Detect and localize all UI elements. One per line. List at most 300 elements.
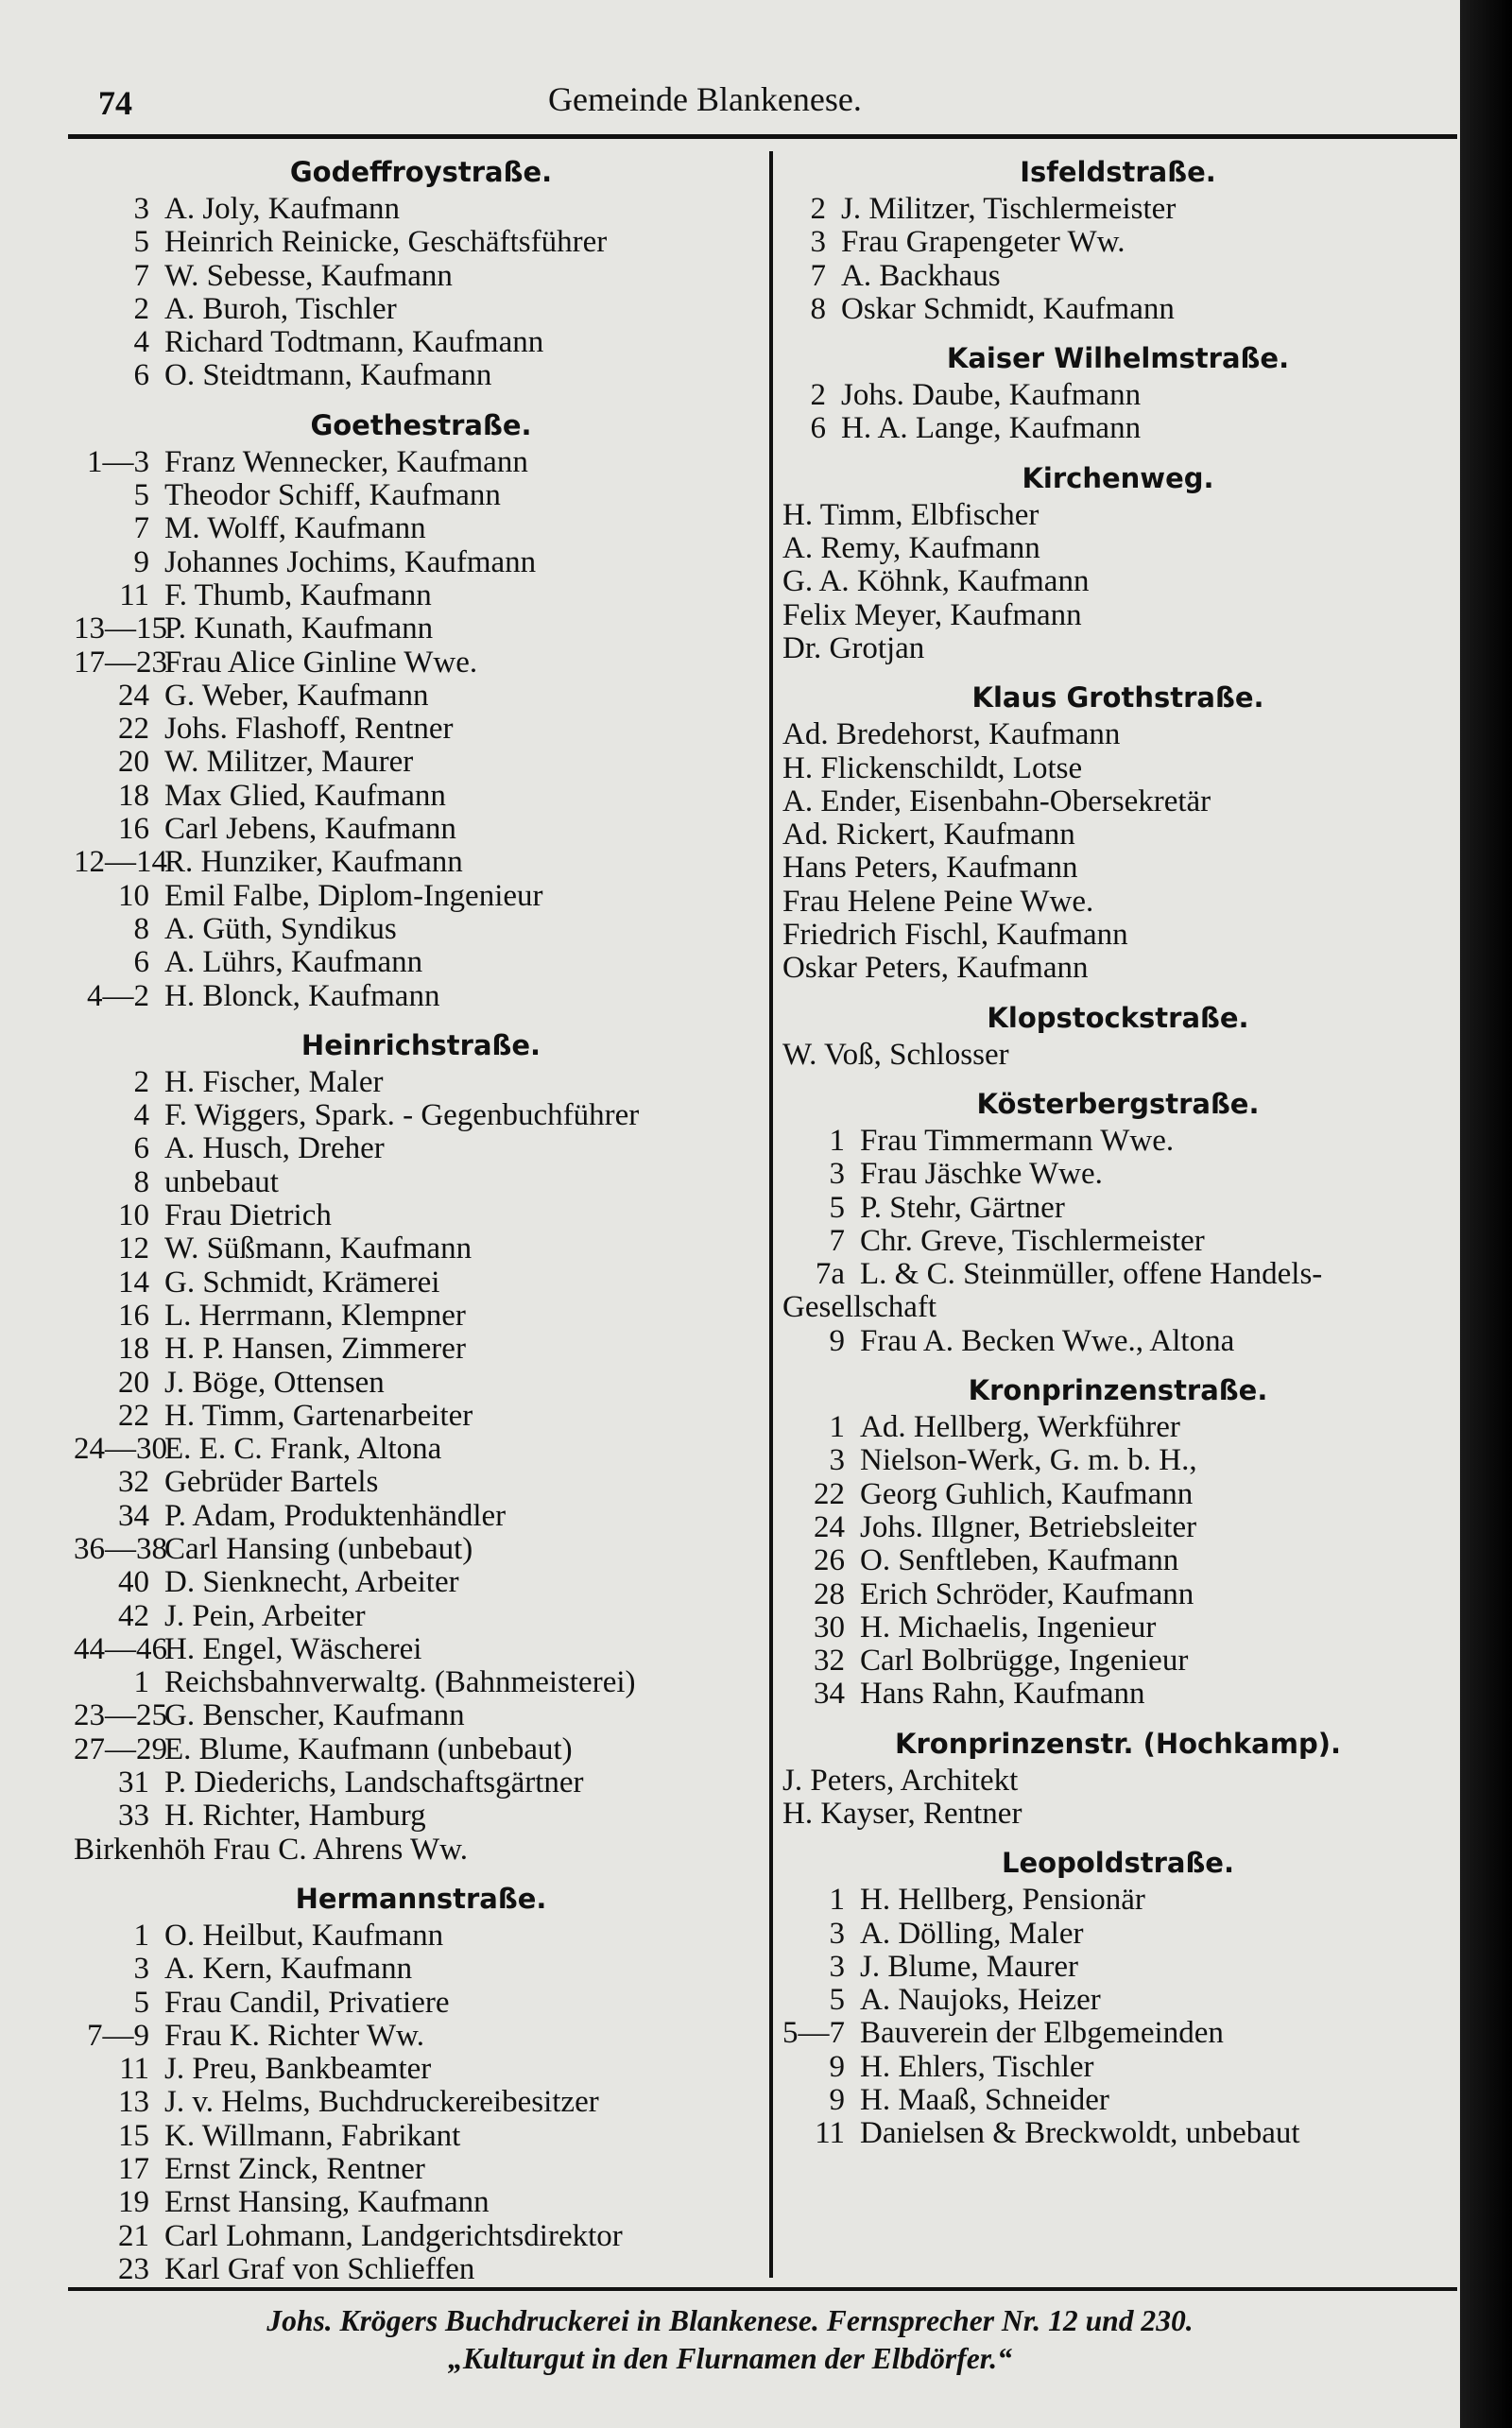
- house-number: 32: [814, 1644, 845, 1679]
- house-number: 16: [118, 812, 149, 847]
- resident-name: A. Güth, Syndikus: [164, 911, 397, 946]
- house-number: 17—23: [74, 645, 167, 680]
- resident-name: J. Militzer, Tischlermeister: [841, 192, 1177, 226]
- house-number: 22: [814, 1476, 845, 1511]
- house-number: 1—3: [87, 444, 149, 479]
- house-number: 18: [118, 1332, 149, 1367]
- resident-entry: [782, 2084, 1453, 2117]
- street-section: [782, 677, 1453, 985]
- resident-name: O. Steidtmann, Kaufmann: [164, 358, 492, 393]
- house-number: 23—25: [74, 1698, 167, 1733]
- resident-entry: [74, 1066, 768, 1099]
- street-heading: Hermannstraße.: [295, 1882, 547, 1915]
- house-number: 36—38: [74, 1531, 167, 1566]
- resident-entry: [74, 1766, 768, 1799]
- resident-name: Frau K. Richter Ww.: [164, 2018, 424, 2053]
- house-number: 32: [118, 1465, 149, 1500]
- house-number: 2: [133, 1064, 149, 1099]
- resident-name: Oskar Peters, Kaufmann: [782, 951, 1089, 986]
- resident-entry: [782, 226, 1453, 259]
- house-number: 8: [133, 911, 149, 946]
- street-section: [74, 151, 768, 393]
- resident-entry: [74, 1533, 768, 1566]
- resident-name: Carl Hansing (unbebaut): [164, 1531, 473, 1566]
- resident-name: Georg Guhlich, Kaufmann: [860, 1476, 1194, 1511]
- street-heading: Heinrichstraße.: [301, 1028, 541, 1061]
- resident-entry: [782, 260, 1453, 293]
- house-number: 3: [133, 1952, 149, 1987]
- resident-entry: [782, 1511, 1453, 1544]
- resident-name: G. Schmidt, Krämerei: [164, 1265, 440, 1300]
- resident-entry: [74, 1699, 768, 1732]
- house-number: 20: [118, 1365, 149, 1400]
- resident-name: Carl Lohmann, Landgerichtsdirektor: [164, 2218, 623, 2253]
- resident-name: O. Senftleben, Kaufmann: [860, 1543, 1179, 1578]
- resident-entry: [74, 1566, 768, 1599]
- resident-entry: [74, 612, 768, 646]
- house-number: 12: [118, 1231, 149, 1266]
- resident-entry: [74, 880, 768, 913]
- resident-name: W. Sebesse, Kaufmann: [164, 258, 453, 293]
- resident-name: Karl Graf von Schlieffen: [164, 2251, 475, 2286]
- resident-entry: [74, 746, 768, 779]
- resident-name: unbebaut: [164, 1164, 279, 1199]
- resident-name: Hans Peters, Kaufmann: [782, 851, 1078, 886]
- house-number: 1: [133, 1665, 149, 1700]
- resident-name: K. Willmann, Fabrikant: [164, 2118, 461, 2153]
- house-number: 21: [118, 2218, 149, 2253]
- resident-entry: [74, 1367, 768, 1400]
- resident-name: J. Böge, Ottensen: [164, 1365, 385, 1400]
- footer-line-printer: Johs. Krögers Buchdruckerei in Blankenese. Fernsprecher Nr. 12 und 230.: [266, 2304, 1194, 2337]
- resident-entry: [74, 1166, 768, 1199]
- resident-name: W. Süßmann, Kaufmann: [164, 1231, 472, 1266]
- resident-entry: [782, 1984, 1453, 2017]
- resident-name: Gesellschaft: [782, 1290, 937, 1325]
- resident-entry: [74, 1433, 768, 1466]
- resident-entry: [74, 1199, 768, 1232]
- resident-name: Felix Meyer, Kaufmann: [782, 597, 1082, 632]
- street-section: [74, 1878, 768, 2286]
- house-number: 34: [814, 1677, 845, 1712]
- resident-entry: [782, 1918, 1453, 1951]
- resident-entry: [74, 1266, 768, 1300]
- resident-entry: [74, 813, 768, 846]
- house-number: 1: [829, 1123, 845, 1158]
- resident-entry: [74, 2020, 768, 2053]
- resident-entry: [74, 980, 768, 1013]
- resident-entry: [782, 2051, 1453, 2084]
- resident-name: Ernst Zinck, Rentner: [164, 2152, 425, 2187]
- house-number: 27—29: [74, 1731, 167, 1766]
- resident-name: F. Wiggers, Spark. - Gegenbuchführer: [164, 1098, 640, 1133]
- resident-entry: [74, 2086, 768, 2119]
- street-heading: Kösterbergstraße.: [976, 1087, 1260, 1120]
- resident-entry: [74, 193, 768, 226]
- resident-entry: [782, 1444, 1453, 1477]
- house-number: 19: [118, 2185, 149, 2220]
- resident-name: H. Maaß, Schneider: [860, 2083, 1109, 2118]
- house-number: 13—15: [74, 611, 167, 646]
- house-number: 42: [118, 1598, 149, 1633]
- street-heading: Kronprinzenstr. (Hochkamp).: [895, 1727, 1341, 1760]
- resident-name: Reichsbahnverwaltg. (Bahnmeisterei): [164, 1665, 636, 1700]
- running-title: Gemeinde Blankenese.: [548, 80, 862, 118]
- resident-name: Carl Bolbrügge, Ingenieur: [860, 1644, 1189, 1679]
- resident-name: A. Joly, Kaufmann: [164, 192, 400, 226]
- resident-name: Ernst Hansing, Kaufmann: [164, 2185, 490, 2220]
- resident-entry: [74, 1300, 768, 1333]
- resident-entry: [74, 913, 768, 946]
- resident-entry: [782, 1644, 1453, 1678]
- resident-name: R. Hunziker, Kaufmann: [164, 845, 463, 880]
- street-heading: Klopstockstraße.: [987, 1001, 1249, 1034]
- resident-name: H. Ehlers, Tischler: [860, 2049, 1094, 2084]
- resident-entry: [782, 1765, 1453, 1798]
- resident-name: Johs. Daube, Kaufmann: [841, 378, 1142, 413]
- resident-name: E. E. C. Frank, Altona: [164, 1432, 442, 1467]
- resident-entry: [74, 1333, 768, 1366]
- house-number: 2: [810, 378, 826, 413]
- house-number: 3: [829, 1443, 845, 1478]
- bottom-rule: [68, 2287, 1457, 2291]
- house-number: 26: [814, 1543, 845, 1578]
- resident-name: Emil Falbe, Diplom-Ingenieur: [164, 878, 543, 913]
- house-number: 1: [829, 1410, 845, 1445]
- resident-name: G. Benscher, Kaufmann: [164, 1698, 465, 1733]
- resident-entry: [74, 293, 768, 326]
- house-number: 24: [118, 678, 149, 713]
- resident-name: Theodor Schiff, Kaufmann: [164, 478, 501, 513]
- house-number: 34: [118, 1498, 149, 1533]
- page-number: 74: [98, 84, 132, 122]
- street-heading: Isfeldstraße.: [1020, 156, 1216, 188]
- house-number: 7: [133, 511, 149, 546]
- resident-name: H. Hellberg, Pensionär: [860, 1883, 1145, 1918]
- resident-name: H. Timm, Elbfischer: [782, 497, 1040, 532]
- house-number: 14: [118, 1265, 149, 1300]
- resident-entry: [74, 680, 768, 713]
- resident-entry: [74, 1799, 768, 1833]
- resident-name: E. Blume, Kaufmann (unbebaut): [164, 1731, 573, 1766]
- resident-name: H. Flickenschildt, Lotse: [782, 750, 1083, 785]
- resident-entry: [74, 846, 768, 879]
- house-number: 22: [118, 1398, 149, 1433]
- house-number: 5: [133, 478, 149, 513]
- house-number: 15: [118, 2118, 149, 2153]
- resident-entry: [74, 2253, 768, 2286]
- resident-name: H. Michaelis, Ingenieur: [860, 1610, 1157, 1644]
- resident-entry: [782, 2017, 1453, 2050]
- resident-name: Max Glied, Kaufmann: [164, 778, 446, 813]
- resident-name: Richard Todtmann, Kaufmann: [164, 325, 544, 360]
- resident-name: H. A. Lange, Kaufmann: [841, 411, 1142, 446]
- resident-entry: [782, 1039, 1453, 1072]
- resident-name: Heinrich Reinicke, Geschäftsführer: [164, 225, 608, 260]
- street-section: [782, 337, 1453, 446]
- resident-name: P. Adam, Produktenhändler: [164, 1498, 507, 1533]
- resident-name: M. Wolff, Kaufmann: [164, 511, 426, 546]
- resident-name: Nielson-Werk, G. m. b. H.,: [860, 1443, 1197, 1478]
- resident-entry: [782, 919, 1453, 952]
- resident-entry: [782, 1951, 1453, 1984]
- resident-name: Chr. Greve, Tischlermeister: [860, 1223, 1205, 1258]
- street-section: [782, 151, 1453, 326]
- resident-name: O. Heilbut, Kaufmann: [164, 1918, 444, 1953]
- street-heading: Klaus Grothstraße.: [971, 681, 1264, 715]
- resident-name: L. Herrmann, Klempner: [164, 1298, 466, 1333]
- resident-entry: [782, 632, 1453, 665]
- resident-entry: [74, 260, 768, 293]
- street-heading: Godeffroystraße.: [289, 156, 553, 188]
- house-number: 28: [814, 1576, 845, 1611]
- resident-name: A. Buroh, Tischler: [164, 291, 397, 326]
- resident-entry: [782, 1611, 1453, 1644]
- house-number: 18: [118, 778, 149, 813]
- resident-name: Frau Candil, Privatiere: [164, 1985, 450, 2020]
- resident-entry: [782, 293, 1453, 326]
- resident-name: Frau Helene Peine Wwe.: [782, 884, 1094, 919]
- resident-entry: [74, 446, 768, 479]
- resident-name: L. & C. Steinmüller, offene Handels-: [860, 1257, 1323, 1292]
- house-number: 5—7: [782, 2016, 845, 2051]
- street-heading: Goethestraße.: [310, 408, 532, 441]
- resident-entry: [74, 1500, 768, 1533]
- resident-entry: [782, 532, 1453, 565]
- resident-entry: [74, 1633, 768, 1666]
- house-number: 1: [133, 1918, 149, 1953]
- resident-name: Oskar Schmidt, Kaufmann: [841, 291, 1175, 326]
- house-number: 9: [829, 2049, 845, 2084]
- resident-name: Friedrich Fischl, Kaufmann: [782, 918, 1128, 953]
- resident-name: P. Diederichs, Landschaftsgärtner: [164, 1765, 584, 1800]
- resident-name: W. Voß, Schlosser: [782, 1037, 1009, 1072]
- house-number: 40: [118, 1565, 149, 1600]
- resident-entry: [782, 1884, 1453, 1917]
- resident-entry: [782, 1158, 1453, 1191]
- resident-entry: [74, 1600, 768, 1633]
- house-number: 3: [133, 192, 149, 226]
- house-number: 2: [810, 192, 826, 226]
- resident-entry: [74, 359, 768, 392]
- resident-entry: [74, 1733, 768, 1766]
- house-number: 3: [810, 225, 826, 260]
- resident-name: A. Husch, Dreher: [164, 1131, 385, 1166]
- resident-name: Danielsen & Breckwoldt, unbebaut: [860, 2116, 1300, 2151]
- house-number: 7: [133, 258, 149, 293]
- resident-name: Gebrüder Bartels: [164, 1465, 379, 1500]
- house-number: 11: [119, 2052, 149, 2087]
- house-number: 5: [133, 1985, 149, 2020]
- house-number: 9: [829, 2083, 845, 2118]
- house-number: 5: [133, 225, 149, 260]
- resident-name: H. Engel, Wäscherei: [164, 1631, 422, 1666]
- resident-entry: [782, 886, 1453, 919]
- house-number: 6: [133, 358, 149, 393]
- left-column: [74, 151, 768, 2286]
- resident-entry: [782, 565, 1453, 598]
- house-number: 31: [118, 1765, 149, 1800]
- resident-entry: [782, 1478, 1453, 1511]
- house-number: 20: [118, 745, 149, 780]
- resident-entry: [782, 752, 1453, 785]
- resident-name: G. Weber, Kaufmann: [164, 678, 429, 713]
- house-number: 6: [133, 945, 149, 980]
- page-edge-shadow: [1460, 0, 1512, 2428]
- resident-name: H. Kayser, Rentner: [782, 1796, 1022, 1831]
- resident-name: J. Blume, Maurer: [860, 1949, 1078, 1984]
- resident-name: H. Richter, Hamburg: [164, 1799, 426, 1834]
- house-number: 16: [118, 1298, 149, 1333]
- street-section: [782, 457, 1453, 665]
- house-number: 4: [133, 325, 149, 360]
- house-number: 4: [133, 1098, 149, 1133]
- house-number: 2: [133, 291, 149, 326]
- street-section: [782, 1723, 1453, 1832]
- street-heading: Leopoldstraße.: [1002, 1847, 1234, 1880]
- resident-name: H. Blonck, Kaufmann: [164, 978, 440, 1013]
- house-number: 1: [829, 1883, 845, 1918]
- resident-name: Birkenhöh Frau C. Ahrens Ww.: [74, 1832, 469, 1867]
- resident-entry: [74, 326, 768, 359]
- resident-entry: [782, 818, 1453, 852]
- resident-name: F. Thumb, Kaufmann: [164, 577, 432, 612]
- street-section: [782, 997, 1453, 1072]
- house-number: 7a: [815, 1257, 845, 1292]
- house-number: 3: [829, 1949, 845, 1984]
- resident-entry: [782, 1225, 1453, 1258]
- resident-name: G. A. Köhnk, Kaufmann: [782, 564, 1090, 599]
- house-number: 7: [810, 258, 826, 293]
- resident-name: Carl Jebens, Kaufmann: [164, 812, 456, 847]
- resident-entry: [74, 2053, 768, 2086]
- house-number: 44—46: [74, 1631, 167, 1666]
- house-number: 5: [829, 1983, 845, 2018]
- resident-name: A. Naujoks, Heizer: [860, 1983, 1101, 2018]
- resident-name: H. Timm, Gartenarbeiter: [164, 1398, 473, 1433]
- house-number: 10: [118, 1198, 149, 1233]
- street-section: [782, 1083, 1453, 1358]
- house-number: 22: [118, 712, 149, 747]
- house-number: 10: [118, 878, 149, 913]
- house-number: 8: [810, 291, 826, 326]
- resident-entry: [782, 1544, 1453, 1577]
- resident-name: Frau Jäschke Wwe.: [860, 1157, 1103, 1192]
- resident-name: J. Pein, Arbeiter: [164, 1598, 366, 1633]
- resident-entry: [782, 718, 1453, 751]
- house-number: 9: [133, 544, 149, 579]
- house-number: 4—2: [87, 978, 149, 1013]
- resident-name: P. Kunath, Kaufmann: [164, 611, 434, 646]
- resident-entry: [74, 546, 768, 579]
- house-number: 9: [829, 1323, 845, 1358]
- resident-entry: [782, 499, 1453, 532]
- resident-entry: [782, 412, 1453, 445]
- street-section: [74, 1025, 768, 1867]
- resident-name: P. Stehr, Gärtner: [860, 1190, 1065, 1225]
- resident-entry: [782, 1258, 1453, 1291]
- house-number: 8: [133, 1164, 149, 1199]
- footer-line-advert: „Kulturgut in den Flurnamen der Elbdörfer.“: [448, 2342, 1012, 2375]
- resident-name: A. Dölling, Maler: [860, 1916, 1084, 1951]
- resident-entry: [74, 2120, 768, 2153]
- resident-name: J. Peters, Architekt: [782, 1763, 1019, 1798]
- resident-entry: [782, 1192, 1453, 1225]
- top-rule: [68, 134, 1457, 139]
- house-number: 7: [829, 1223, 845, 1258]
- street-section: [782, 1842, 1453, 2150]
- resident-entry: [782, 785, 1453, 818]
- resident-name: Bauverein der Elbgemeinden: [860, 2016, 1224, 2051]
- resident-entry: [782, 1125, 1453, 1158]
- street-section: [74, 405, 768, 1013]
- resident-entry: [74, 1232, 768, 1266]
- resident-name: Ad. Rickert, Kaufmann: [782, 818, 1075, 852]
- resident-name: D. Sienknecht, Arbeiter: [164, 1565, 459, 1600]
- resident-name: J. v. Helms, Buchdruckereibesitzer: [164, 2085, 599, 2120]
- resident-name: Ad. Hellberg, Werkführer: [860, 1410, 1180, 1445]
- resident-name: Frau Alice Ginline Wwe.: [164, 645, 478, 680]
- resident-entry: [782, 1798, 1453, 1831]
- resident-name: H. P. Hansen, Zimmerer: [164, 1332, 466, 1367]
- resident-name: A. Backhaus: [841, 258, 1001, 293]
- house-number: 33: [118, 1799, 149, 1834]
- resident-entry: [782, 193, 1453, 226]
- house-number: 24: [814, 1509, 845, 1544]
- resident-name: A. Lührs, Kaufmann: [164, 945, 423, 980]
- resident-entry: [74, 512, 768, 545]
- resident-entry: [74, 1920, 768, 1953]
- house-number: 13: [118, 2085, 149, 2120]
- house-number: 6: [810, 411, 826, 446]
- column-divider: [769, 151, 773, 2278]
- resident-name: Johs. Illgner, Betriebsleiter: [860, 1509, 1197, 1544]
- house-number: 12—14: [74, 845, 167, 880]
- resident-entry: [74, 226, 768, 259]
- resident-name: A. Kern, Kaufmann: [164, 1952, 413, 1987]
- resident-name: Frau Timmermann Wwe.: [860, 1123, 1175, 1158]
- resident-entry: [782, 852, 1453, 885]
- house-number: 5: [829, 1190, 845, 1225]
- resident-entry: [782, 1678, 1453, 1711]
- house-number: 23: [118, 2251, 149, 2286]
- resident-entry: [74, 713, 768, 746]
- printer-footer: [0, 2302, 1460, 2378]
- resident-name: Erich Schröder, Kaufmann: [860, 1576, 1194, 1611]
- resident-name: Franz Wennecker, Kaufmann: [164, 444, 528, 479]
- resident-entry: [782, 1325, 1453, 1358]
- resident-entry: [74, 579, 768, 612]
- resident-entry: [782, 1578, 1453, 1611]
- resident-entry: [74, 1666, 768, 1699]
- resident-name: W. Militzer, Maurer: [164, 745, 414, 780]
- resident-name: Frau Dietrich: [164, 1198, 332, 1233]
- resident-entry: [74, 2220, 768, 2253]
- resident-entry: [74, 946, 768, 979]
- house-number: 24—30: [74, 1432, 167, 1467]
- house-number: 30: [814, 1610, 845, 1644]
- house-number: 3: [829, 1916, 845, 1951]
- resident-name: A. Ender, Eisenbahn-Obersekretär: [782, 784, 1211, 818]
- resident-entry: [74, 479, 768, 512]
- resident-entry: [74, 1466, 768, 1499]
- house-number: 17: [118, 2152, 149, 2187]
- house-number: 3: [829, 1157, 845, 1192]
- resident-name: Frau A. Becken Wwe., Altona: [860, 1323, 1235, 1358]
- resident-entry: [782, 952, 1453, 985]
- resident-entry: [74, 1987, 768, 2020]
- resident-entry: [782, 2117, 1453, 2150]
